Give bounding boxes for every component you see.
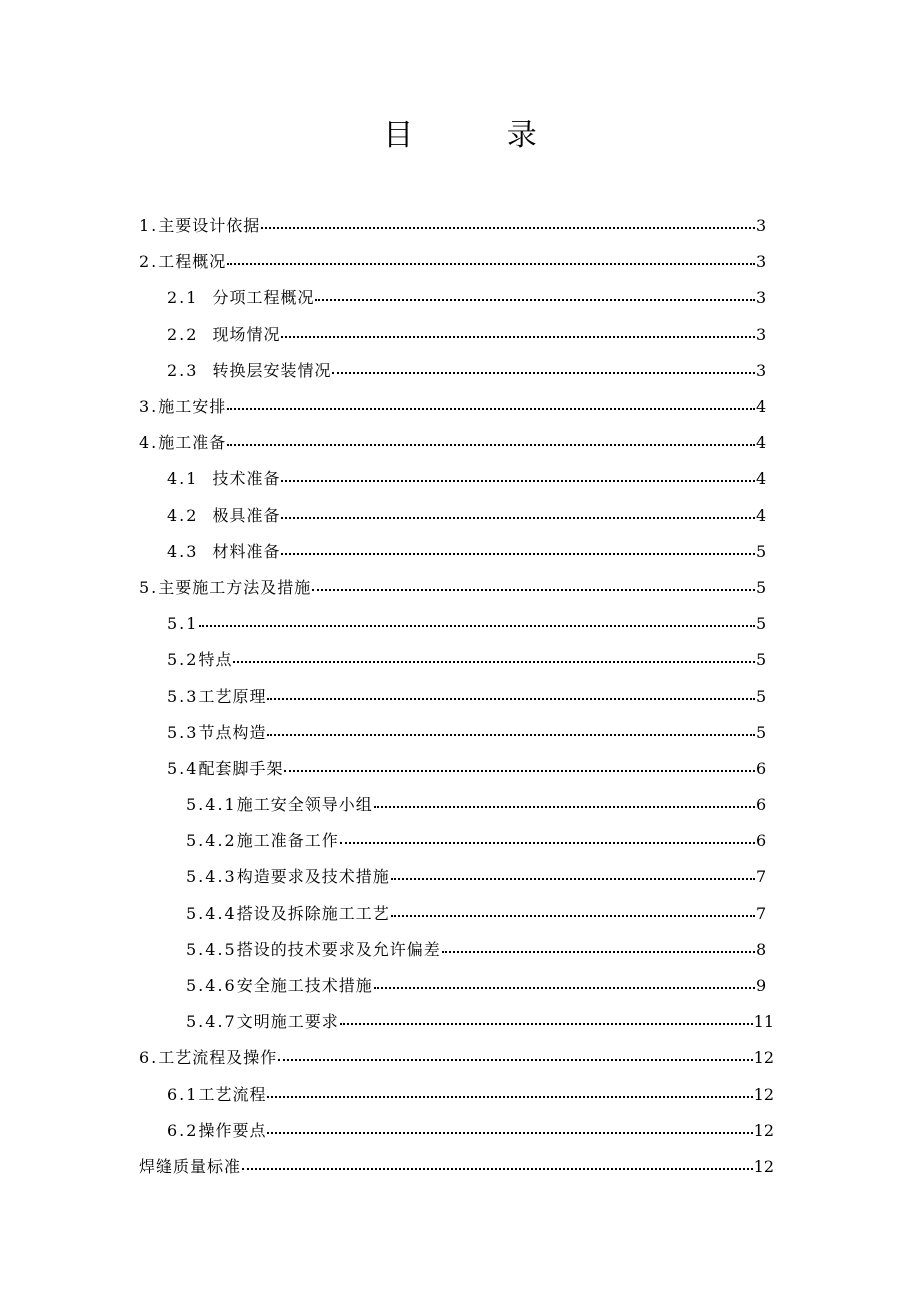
toc-entry-number: 5.4: [167, 758, 199, 778]
toc-entry-text: [186, 867, 390, 887]
toc-page-number: 4: [756, 469, 767, 489]
toc-entry-label: 现场情况: [212, 324, 281, 344]
toc-page-number: 5: [756, 577, 767, 597]
toc-entry-number: 4.3: [167, 541, 199, 561]
toc-dot-leader: [374, 795, 755, 815]
toc-dot-leader: [315, 288, 755, 308]
toc-page-number: 4: [756, 397, 767, 417]
toc-page-number: 9: [756, 976, 767, 996]
toc-dot-leader: [340, 831, 755, 851]
toc-dot-leader: [242, 1157, 753, 1177]
toc-dot-leader: [227, 397, 755, 417]
toc-entry-number: 3.: [139, 397, 159, 417]
toc-entry-label: 特点: [198, 650, 233, 670]
toc-entry-label: 安全施工技术措施: [236, 976, 373, 996]
toc-entry-text: [167, 506, 280, 526]
toc-entry-text: [167, 469, 280, 489]
toc-entry-number: 6.2: [167, 1120, 199, 1140]
toc-page-number: 3: [756, 252, 767, 272]
toc-entry[interactable]: [0, 678, 920, 714]
toc-entry-text: [167, 650, 232, 670]
toc-entry-number: 4.2: [167, 505, 199, 525]
toc-entry[interactable]: [0, 1149, 920, 1185]
toc-entry-text: [139, 252, 226, 272]
toc-entry[interactable]: [0, 317, 920, 353]
toc-page-number: 12: [753, 1084, 774, 1104]
toc-page-number: 5: [756, 722, 767, 742]
toc-entry[interactable]: [0, 642, 920, 678]
toc-entry-number: 2.1: [167, 288, 199, 308]
toc-dot-leader: [281, 542, 755, 562]
toc-entry-number: 1.: [139, 216, 159, 236]
toc-entry[interactable]: [0, 1077, 920, 1113]
toc-entry-label: 主要设计依据: [158, 216, 261, 236]
toc-entry-text: [167, 325, 280, 345]
toc-entry-label: 施工安全领导小组: [236, 795, 373, 815]
toc-entry[interactable]: [0, 534, 920, 570]
toc-dot-leader: [267, 1085, 752, 1105]
toc-dot-leader: [281, 469, 755, 489]
toc-entry-label: 工艺流程: [198, 1084, 267, 1104]
toc-page-number: 5: [756, 686, 767, 706]
toc-list: [0, 208, 920, 1185]
toc-entry-number: 4.: [139, 433, 159, 453]
toc-entry-number: 5.4.2: [186, 831, 237, 851]
toc-page-number: 6: [756, 831, 767, 851]
toc-entry[interactable]: [0, 1113, 920, 1149]
toc-entry-label: 焊缝质量标准: [139, 1156, 242, 1176]
toc-entry[interactable]: [0, 968, 920, 1004]
toc-entry-label: 工艺流程及操作: [158, 1048, 278, 1068]
toc-entry-label: 材料准备: [212, 541, 281, 561]
toc-entry-number: 5.4.6: [186, 976, 237, 996]
toc-dot-leader: [227, 433, 755, 453]
toc-dot-leader: [233, 650, 755, 670]
toc-dot-leader: [284, 759, 755, 779]
toc-entry-number: 5.4.7: [186, 1012, 237, 1032]
toc-entry-label: 文明施工要求: [236, 1012, 339, 1032]
toc-entry-text: [186, 904, 390, 924]
toc-entry[interactable]: [0, 1040, 920, 1076]
toc-entry-text: [186, 831, 339, 851]
toc-entry[interactable]: [0, 280, 920, 316]
toc-entry-number: 5.3: [167, 686, 199, 706]
toc-entry-text: [186, 940, 441, 960]
toc-dot-leader: [312, 578, 755, 598]
toc-entry-text: [186, 1012, 339, 1032]
toc-entry-number: 4.1: [167, 469, 199, 489]
toc-entry-label: 极具准备: [212, 505, 281, 525]
toc-dot-leader: [281, 506, 755, 526]
toc-entry-text: [139, 433, 226, 453]
toc-entry[interactable]: [0, 606, 920, 642]
toc-entry-text: [139, 397, 226, 417]
toc-page-number: 12: [753, 1048, 774, 1068]
toc-entry[interactable]: [0, 932, 920, 968]
toc-entry-label: 搭设及拆除施工工艺: [236, 903, 390, 923]
toc-page-number: 5: [756, 541, 767, 561]
toc-dot-leader: [442, 940, 755, 960]
toc-dot-leader: [267, 723, 755, 743]
toc-entry-label: 工程概况: [158, 252, 227, 272]
toc-entry[interactable]: [0, 498, 920, 534]
toc-entry-text: [139, 1048, 277, 1068]
toc-page-number: 6: [756, 758, 767, 778]
toc-entry-text: [167, 542, 280, 562]
toc-entry-text: [167, 288, 314, 308]
toc-dot-leader: [261, 216, 755, 236]
toc-page-number: 3: [756, 216, 767, 236]
toc-entry-label: 转换层安装情况: [212, 360, 332, 380]
toc-entry-label: 构造要求及技术措施: [236, 867, 390, 887]
toc-entry-text: [139, 1157, 241, 1177]
toc-entry[interactable]: [0, 715, 920, 751]
toc-entry-label: 技术准备: [212, 469, 281, 489]
toc-page-number: 6: [756, 795, 767, 815]
toc-entry-number: 5.: [139, 577, 159, 597]
toc-entry-text: [167, 759, 283, 779]
toc-entry-text: [167, 723, 266, 743]
toc-entry-number: 6.: [139, 1048, 159, 1068]
toc-entry[interactable]: [0, 787, 920, 823]
toc-page-number: 3: [756, 360, 767, 380]
toc-entry[interactable]: [0, 425, 920, 461]
toc-dot-leader: [227, 252, 755, 272]
toc-entry-label: 施工准备: [158, 433, 227, 453]
toc-dot-leader: [199, 614, 755, 634]
toc-entry-text: [167, 1085, 266, 1105]
toc-entry-number: 2.: [139, 252, 159, 272]
toc-entry[interactable]: [0, 570, 920, 606]
toc-page-number: 4: [756, 433, 767, 453]
toc-entry-number: 5.3: [167, 722, 199, 742]
toc-entry-number: 5.4.3: [186, 867, 237, 887]
toc-dot-leader: [340, 1012, 753, 1032]
toc-entry-label: 施工准备工作: [236, 831, 339, 851]
toc-page-number: 5: [756, 614, 767, 634]
toc-page-number: 12: [753, 1120, 774, 1140]
toc-entry-label: 工艺原理: [198, 686, 267, 706]
toc-dot-leader: [267, 1121, 752, 1141]
toc-entry-number: 5.1: [167, 614, 199, 634]
toc-page-number: 12: [753, 1156, 774, 1176]
toc-entry[interactable]: [0, 461, 920, 497]
toc-entry-label: 施工安排: [158, 397, 227, 417]
toc-entry-label: 分项工程概况: [212, 288, 315, 308]
toc-entry-text: [167, 687, 266, 707]
toc-entry-label: 配套脚手架: [198, 758, 284, 778]
toc-entry[interactable]: [0, 1004, 920, 1040]
toc-entry-text: [186, 976, 373, 996]
toc-entry[interactable]: [0, 859, 920, 895]
toc-entry-text: [139, 216, 260, 236]
toc-entry[interactable]: [0, 389, 920, 425]
toc-entry[interactable]: [0, 823, 920, 859]
toc-entry[interactable]: [0, 751, 920, 787]
toc-entry-number: 5.4.5: [186, 939, 237, 959]
toc-entry[interactable]: [0, 208, 920, 244]
toc-page-number: 4: [756, 505, 767, 525]
toc-entry-number: 2.3: [167, 360, 199, 380]
toc-entry-label: 操作要点: [198, 1120, 267, 1140]
toc-entry-number: 5.4.4: [186, 903, 237, 923]
toc-page-number: 8: [756, 939, 767, 959]
toc-dot-leader: [332, 361, 755, 381]
toc-entry[interactable]: [0, 244, 920, 280]
toc-entry-number: 5.4.1: [186, 795, 237, 815]
toc-entry-text: [167, 614, 198, 634]
toc-entry-number: 6.1: [167, 1084, 199, 1104]
toc-dot-leader: [267, 687, 755, 707]
toc-page-number: 7: [756, 867, 767, 887]
toc-page-number: 5: [756, 650, 767, 670]
toc-entry-label: 主要施工方法及措施: [158, 577, 312, 597]
toc-page-number: 11: [753, 1012, 774, 1032]
toc-dot-leader: [281, 325, 755, 345]
toc-entry-text: [139, 578, 311, 598]
toc-entry[interactable]: [0, 353, 920, 389]
toc-dot-leader: [374, 976, 755, 996]
toc-page-number: 3: [756, 288, 767, 308]
toc-dot-leader: [278, 1048, 752, 1068]
toc-dot-leader: [391, 904, 755, 924]
toc-entry-number: 2.2: [167, 324, 199, 344]
toc-entry-label: 搭设的技术要求及允许偏差: [236, 939, 441, 959]
toc-entry-text: [167, 1121, 266, 1141]
toc-entry-text: [167, 361, 331, 381]
toc-page-number: 7: [756, 903, 767, 923]
toc-entry-text: [186, 795, 373, 815]
toc-dot-leader: [391, 867, 755, 887]
toc-entry[interactable]: [0, 896, 920, 932]
toc-entry-label: 节点构造: [198, 722, 267, 742]
toc-entry-number: 5.2: [167, 650, 199, 670]
toc-page-number: 3: [756, 324, 767, 344]
page-title: 目 录: [383, 118, 579, 153]
